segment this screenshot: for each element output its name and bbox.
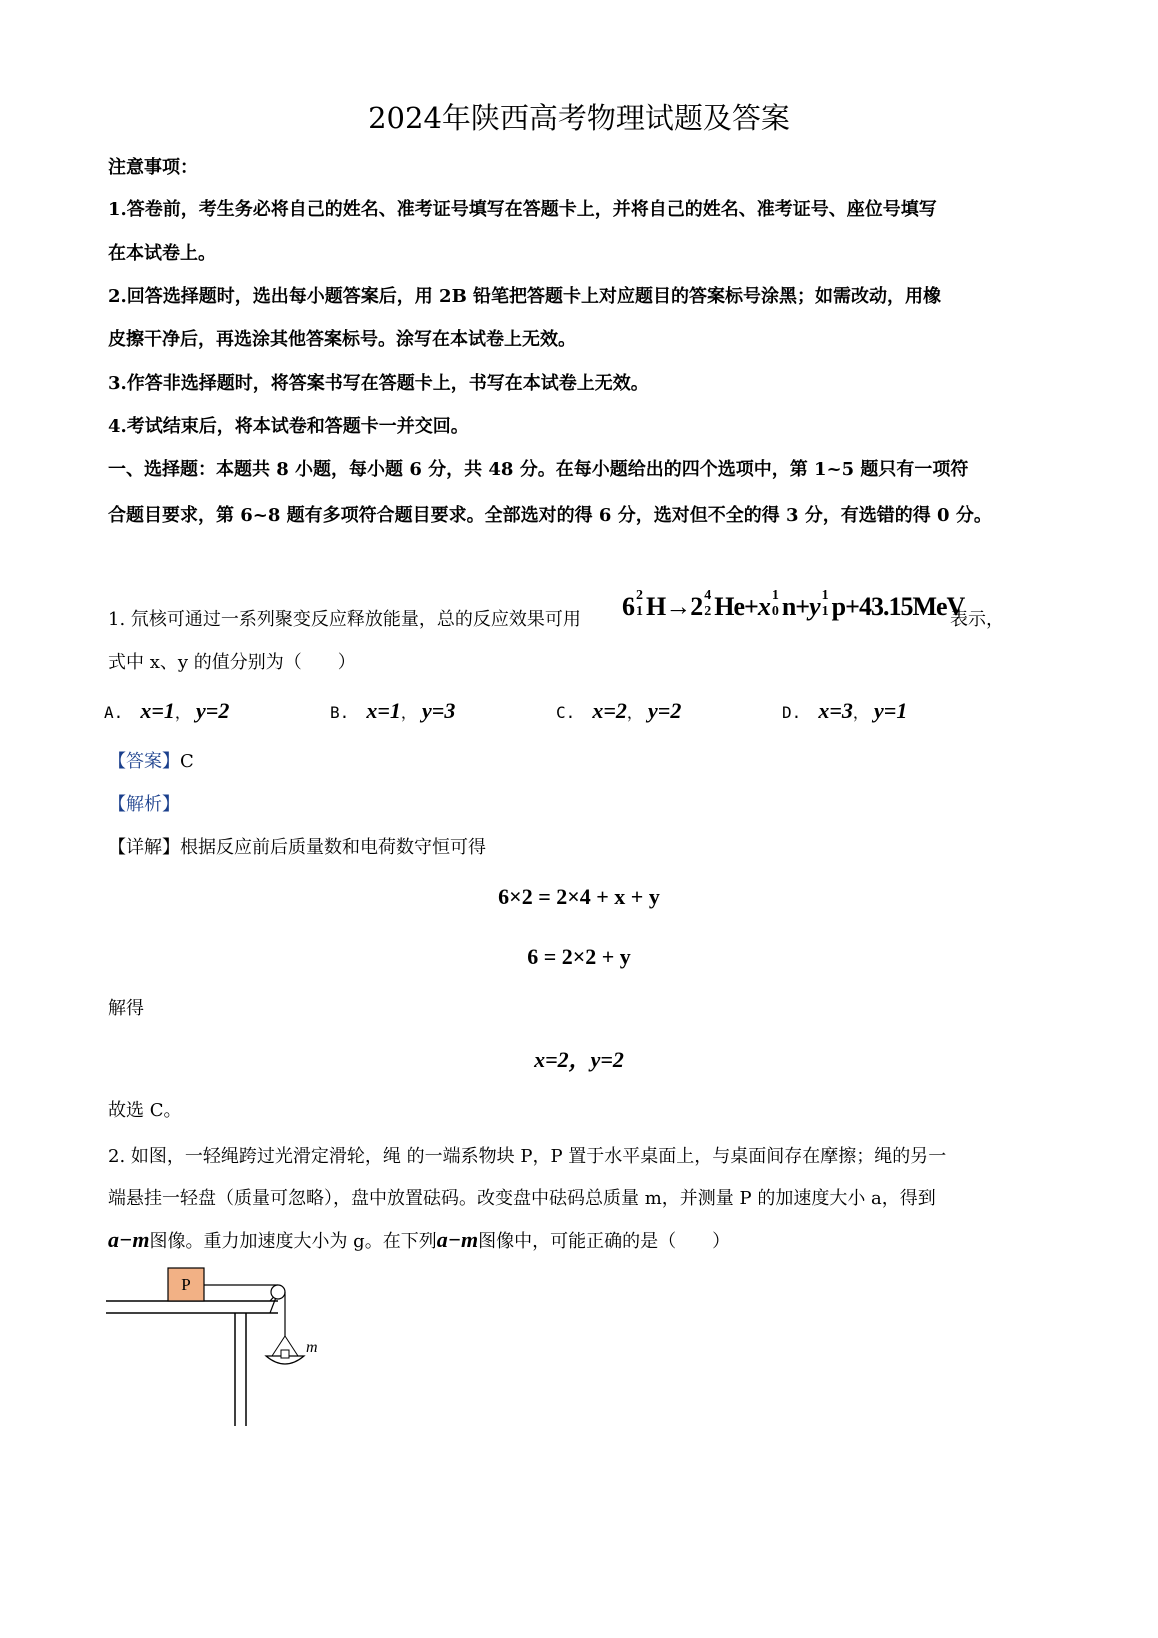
q2-stem-line-2: 端悬挂一轻盘（质量可忽略），盘中放置砝码。改变盘中砝码总质量 m，并测量 P 的加速度大小 a，得到 bbox=[108, 1188, 936, 1209]
q1-option-c: C. x=2， y=2 bbox=[556, 698, 682, 723]
block-p-label: P bbox=[181, 1275, 191, 1294]
notice-line: 3.作答非选择题时，将答案书写在答题卡上，书写在本试卷上无效。 bbox=[108, 373, 649, 394]
q1-equation-2: 6 = 2×2 + y bbox=[527, 944, 631, 969]
q1-detail: 【详解】根据反应前后质量数和电荷数守恒可得 bbox=[108, 837, 486, 858]
q1-stem-end: 表示， bbox=[950, 609, 1004, 630]
q1-equation-1: 6×2 = 2×4 + x + y bbox=[498, 884, 660, 909]
notice-line: 皮擦干净后，再选涂其他答案标号。涂写在本试卷上无效。 bbox=[108, 329, 576, 350]
notice-line: 4.考试结束后，将本试卷和答题卡一并交回。 bbox=[108, 416, 469, 437]
notice-line: 2.回答选择题时，选出每小题答案后，用 2B 铅笔把答题卡上对应题目的答案标号涂黑；如需改动，用橡 bbox=[108, 286, 942, 307]
section-heading: 一、选择题：本题共 8 小题，每小题 6 分，共 48 分。在每小题给出的四个选项中，第 1~5 题只有一项符 bbox=[108, 459, 969, 480]
q2-pulley-figure bbox=[100, 1262, 330, 1432]
pulley bbox=[271, 1285, 285, 1299]
q1-analysis-label: 【解析】 bbox=[108, 794, 180, 815]
page-title: 2024年陕西高考物理试题及答案 bbox=[368, 101, 790, 135]
q1-conclusion: 故选 C。 bbox=[108, 1100, 182, 1121]
mass-label: m bbox=[306, 1339, 318, 1356]
q1-option-a: A. x=1， y=2 bbox=[104, 698, 230, 723]
q2-stem-line-3: a−m图像。重力加速度大小为 g。在下列a−m图像中，可能正确的是（ ） bbox=[108, 1227, 731, 1252]
q2-stem-line-1: 2. 如图，一轻绳跨过光滑定滑轮，绳 的一端系物块 P，P 置于水平桌面上，与桌面间存在摩擦；绳的另一 bbox=[108, 1146, 947, 1167]
q1-result: x=2，y=2 bbox=[534, 1047, 624, 1072]
notice-line: 在本试卷上。 bbox=[108, 243, 216, 264]
notice-line: 1.答卷前，考生务必将自己的姓名、准考证号填写在答题卡上，并将自己的姓名、准考证号、座位号填写 bbox=[108, 199, 937, 220]
q1-option-b: B. x=1， y=3 bbox=[330, 698, 456, 723]
q1-stem: 1. 氘核可通过一系列聚变反应释放能量，总的反应效果可用 bbox=[108, 609, 581, 630]
q1-reaction-equation: 6 2 1 H→2 4 2 He+x 1 0 n+y 1 1 p+43.15MeV bbox=[622, 588, 965, 621]
weight bbox=[281, 1350, 289, 1358]
section-heading: 合题目要求，第 6~8 题有多项符合题目要求。全部选对的得 6 分，选对但不全的得 3 分，有选错的得 0 分。 bbox=[108, 505, 992, 526]
q1-stem-question: 式中 x、y 的值分别为（ ） bbox=[108, 652, 356, 673]
q1-option-d: D. x=3， y=1 bbox=[782, 698, 908, 723]
q1-solve-label: 解得 bbox=[108, 998, 144, 1019]
q1-answer: 【答案】C bbox=[108, 751, 194, 772]
notice-heading: 注意事项： bbox=[108, 157, 198, 178]
